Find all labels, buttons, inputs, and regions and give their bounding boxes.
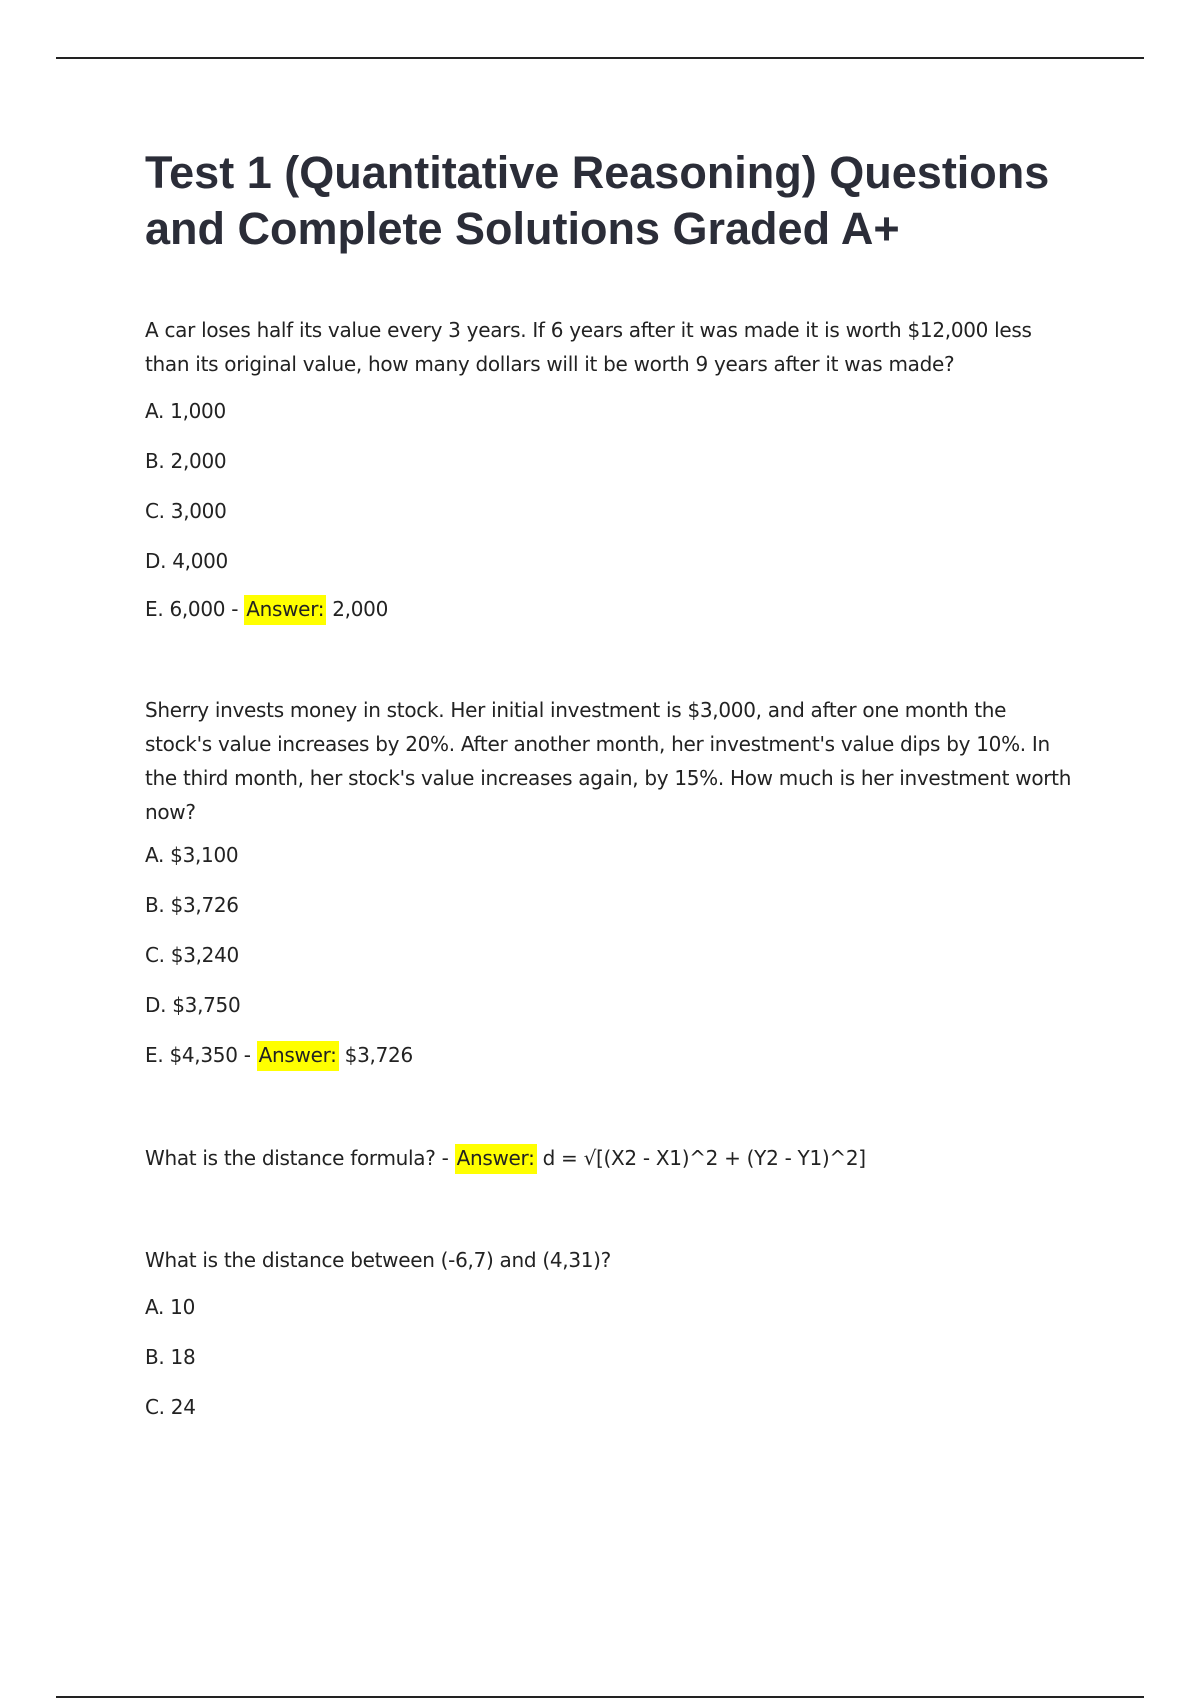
answer-highlight: Answer: xyxy=(257,1041,339,1071)
answer-option: D. $3,750 xyxy=(145,993,241,1017)
question-text: What is the distance formula? - xyxy=(145,1146,455,1170)
question-block xyxy=(145,1141,1075,1175)
question-text: Sherry invests money in stock. Her initial investment is $3,000, and after one month the stock's value increases by 20%. After another month, her investment's value dips by 10%. In the third month, her stock's value increases again, by 15%. How much is her investment worth now? xyxy=(145,698,1072,824)
answer-option-with-solution xyxy=(145,595,1075,623)
answer-option: E. 6,000 - xyxy=(145,597,245,621)
header-rule xyxy=(56,57,1144,59)
answer-option: C. 3,000 xyxy=(145,499,227,523)
question-with-solution xyxy=(145,1141,1075,1175)
question-text: A car loses half its value every 3 years. If 6 years after it was made it is worth $12,000 less than its original value, how many dollars will it be worth 9 years after it was made? xyxy=(145,318,1032,376)
question-text: What is the distance between (-6,7) and (4,31)? xyxy=(145,1248,611,1272)
answer-option: B. 18 xyxy=(145,1345,196,1369)
answer-option: C. 24 xyxy=(145,1395,196,1419)
question-block xyxy=(145,313,1075,623)
document-title: Test 1 (Quantitative Reasoning) Questions and Complete Solutions Graded A+ xyxy=(145,147,1050,254)
answer-value: d = √[(X2 - X1)^2 + (Y2 - Y1)^2] xyxy=(536,1146,866,1170)
answer-option: A. $3,100 xyxy=(145,843,239,867)
answer-option: D. 4,000 xyxy=(145,549,228,573)
answer-option: E. $4,350 - xyxy=(145,1043,257,1067)
answer-highlight: Answer: xyxy=(244,595,326,625)
answer-highlight: Answer: xyxy=(455,1144,537,1174)
footer-rule xyxy=(56,1696,1144,1698)
document-body xyxy=(145,145,1075,1421)
answer-option: A. 1,000 xyxy=(145,399,226,423)
answer-option: A. 10 xyxy=(145,1295,195,1319)
answer-option: B. $3,726 xyxy=(145,893,239,917)
answer-option-with-solution xyxy=(145,1041,1075,1069)
answer-option: C. $3,240 xyxy=(145,943,239,967)
question-block xyxy=(145,1243,1075,1421)
answer-value: 2,000 xyxy=(326,597,389,621)
question-block xyxy=(145,693,1075,1069)
answer-option: B. 2,000 xyxy=(145,449,227,473)
answer-value: $3,726 xyxy=(338,1043,413,1067)
